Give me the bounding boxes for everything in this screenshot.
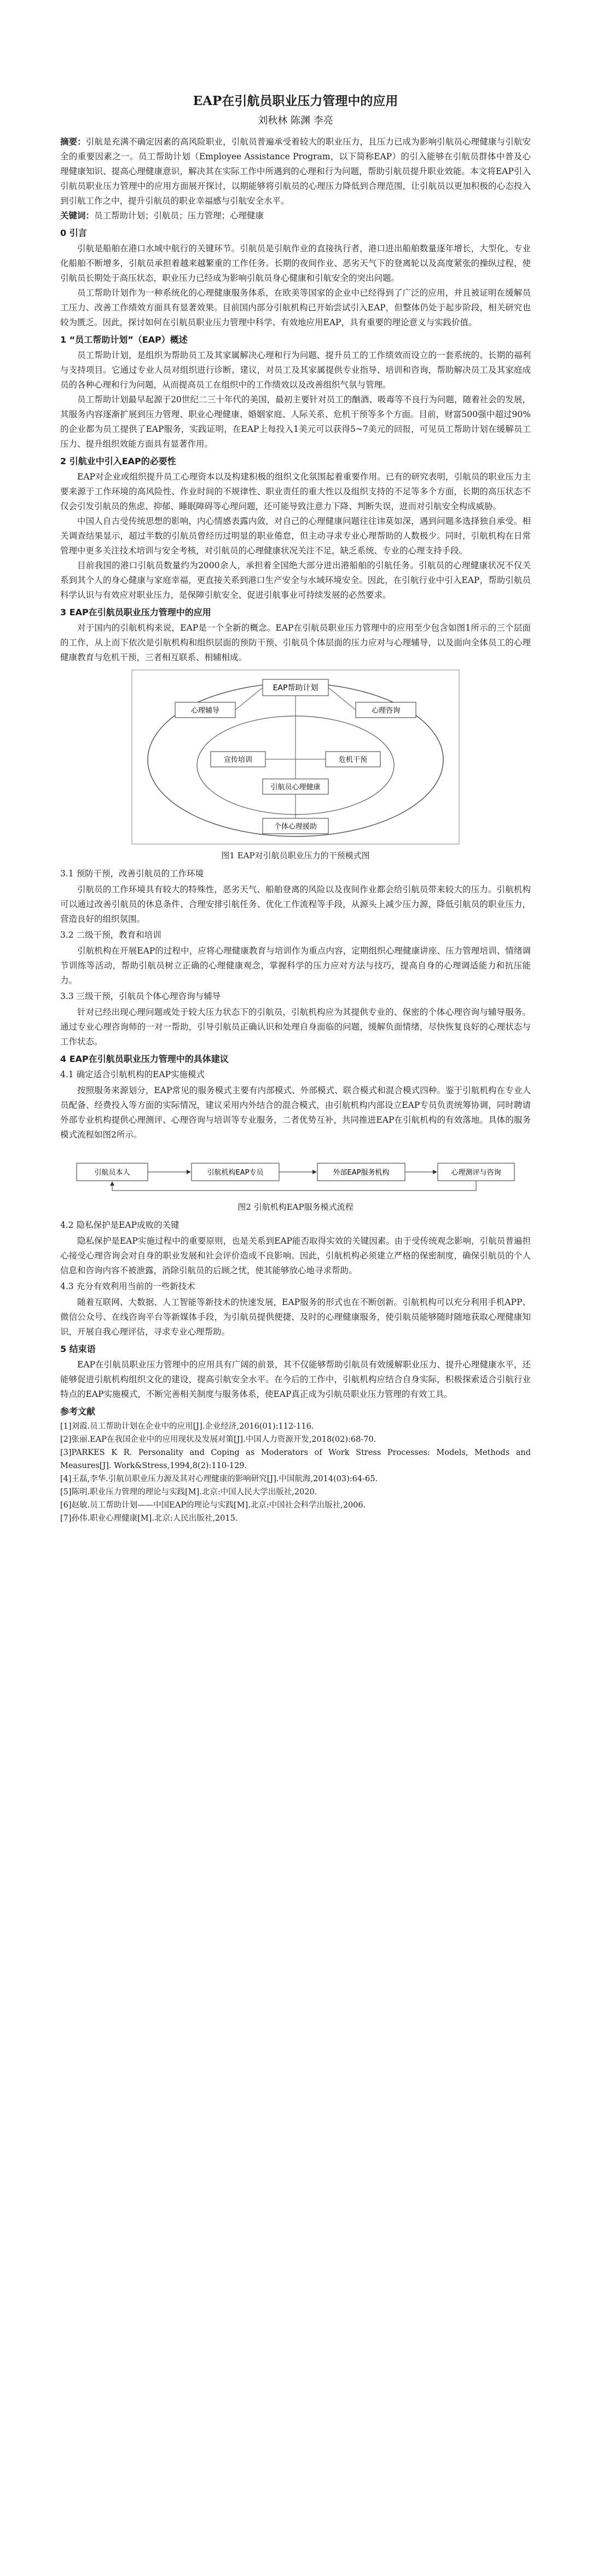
- connector-line: [328, 688, 356, 710]
- flow-feedback-arrow: [112, 1181, 476, 1191]
- paragraph: 引航员的工作环境具有较大的特殊性，恶劣天气、船舶登离的风险以及夜间作业都会给引航员带来较大的压力。引航机构可以通过改善引航员的休息条件、合理安排引航任务、优化工作流程等手段，从源头上减少压力源，降低引航员的职业压力，营造良好的组织氛围。: [60, 885, 531, 924]
- paragraph: EAP在引航员职业压力管理中的应用具有广阔的前景，其不仅能够帮助引航员有效缓解职业压力、提升心理健康水平，还能够促进引航机构组织文化的建设，提高引航安全水平。在今后的工作中，引航机构应结合自身实际，积极探索适合引航行业特点的EAP实施模式，不断完善相关制度与服务体系，使EAP真正成为引航员职业压力管理的有效工具。: [60, 1360, 531, 1399]
- paragraph: 引航机构在开展EAP的过程中，应将心理健康教育与培训作为重点内容，定期组织心理健康讲座、压力管理培训、情绪调节训练等活动，帮助引航员树立正确的心理健康观念，掌握科学的压力应对方法与技巧，提高自身的心理调适能力和抗压能力。: [60, 946, 531, 985]
- figure-2-caption: 图2 引航机构EAP服务模式流程: [237, 1202, 354, 1212]
- counseling-box-label: 心理辅导: [190, 707, 220, 715]
- section-heading: 0 引言: [60, 228, 87, 238]
- paragraph: 中国人自古受传统思想的影响，内心情感表露内敛，对自己的心理健康问题往往讳莫如深，遇到问题多选择独自承受。相关调查结果显示，超过半数的引航员曾经历过明显的职业倦怠，但主动寻求专业心理帮助的人数极少。同时，引航机构在日常管理中更多关注技术培训与安全考核，对引航员的心理健康状况关注不足，缺乏系统、专业的心理支持手段。: [60, 516, 531, 556]
- paragraph: 隐私保护是EAP实施过程中的重要原则，也是关系到EAP能否取得实效的关键因素。由于受传统观念影响，引航员普遍担心接受心理咨询会对自身的职业发展和社会评价造成不良影响。因此，引航机构必须建立严格的保密制度，确保引航员的个人信息和咨询内容不被泄露，消除引航员的后顾之忧，使其能够放心地寻求帮助。: [60, 1236, 531, 1275]
- paragraph: 员工帮助计划最早起源于20世纪二三十年代的美国，最初主要针对员工的酗酒、吸毒等不良行为问题，随着社会的发展，其服务内容逐渐扩展到压力管理、职业心理健康、婚姻家庭、人际关系、危机干预等多个方面。目前，财富500强中超过90%的企业都为员工提供了EAP服务，实践证明，在EAP上每投入1美元可以获得5~7美元的回报，可见员工帮助计划在缓解员工压力、提升组织效能方面具有显著作用。: [60, 395, 531, 449]
- flow-box-label: 外部EAP服务机构: [333, 1169, 390, 1177]
- figure-1-caption: 图1 EAP对引航员职业压力的干预模式图: [221, 851, 370, 860]
- flow-box-label: 引航机构EAP专员: [207, 1169, 264, 1177]
- paper: [60, 93, 531, 1525]
- section-heading: 2 引航业中引入EAP的必要性: [60, 456, 176, 466]
- health-box-label: 引航员心理健康: [270, 783, 321, 792]
- paragraph: 按照服务来源划分，EAP常见的服务模式主要有内部模式、外部模式、联合模式和混合模式四种。鉴于引航机构在专业人员配备、经费投入等方面的实际情况，建议采用内外结合的混合模式，由引航机构内部设立EAP专员负责统筹协调，同时聘请外部专业机构提供心理测评、心理咨询与培训等专业服务，二者优势互补，共同推进EAP在引航机构的有效落地。具体的服务模式流程如图2所示。: [60, 1085, 531, 1140]
- reference-item: [6]赵敏.员工帮助计划——中国EAP的理论与实践[M].北京:中国社会科学出版社,2006.: [60, 1501, 366, 1510]
- section-heading: 1 “员工帮助计划”（EAP）概述: [60, 334, 188, 345]
- eap-intervention-diagram: [131, 669, 460, 845]
- eap-service-flow: [71, 1147, 520, 1196]
- paragraph: EAP对企业或组织提升员工心理资本以及构建积极的组织文化氛围起着重要作用。已有的研究表明，引航员的职业压力主要来源于工作环境的高风险性、作业时间的不规律性、职业责任的重大性以及组织支持的不足等多个方面，长期的高压状态不仅会引发引航员的焦虑、抑郁、睡眠障碍等心理问题，还可能导致注意力下降、判断失误，进而对引航安全构成威胁。: [60, 472, 531, 511]
- references: [60, 1404, 531, 1525]
- keywords: [60, 209, 531, 223]
- reference-item: [4]王磊,李华.引航员职业压力源及其对心理健康的影响研究[J].中国航海,2014(03):64-65.: [60, 1475, 378, 1483]
- paragraph: 员工帮助计划，是组织为帮助员工及其家属解决心理和行为问题、提升员工的工作绩效而设立的一套系统的、长期的福利与支持项目。它通过专业人员对组织进行诊断、建议，对员工及其家属提供专业指导、培训和咨询，帮助解决员工及其家庭成员的各种心理和行为问题，从而提高员工在组织中的工作绩效以及改善组织气氛与管理。: [60, 350, 531, 390]
- paragraph: 员工帮助计划作为一种系统化的心理健康服务体系，在欧美等国家的企业中已经得到了广泛的应用，并且被证明在缓解员工压力、改善工作绩效方面具有显著效果。目前国内部分引航机构已开始尝试引入EAP，但整体仍处于起步阶段，相关研究也较为匮乏。因此，探讨如何在引航员职业压力管理中科学、有效地应用EAP，具有重要的理论意义与实践价值。: [60, 288, 531, 327]
- authors: 刘秋林 陈渊 李亮: [258, 115, 333, 126]
- subsection-heading: 4.3 充分有效利用当前的一些新技术: [60, 1281, 195, 1291]
- reference-item: [5]陈明.职业压力管理的理论与实践[M].北京:中国人民大学出版社,2020.: [60, 1488, 317, 1497]
- subsection-heading: 3.3 三级干预，引航员个体心理咨询与辅导: [60, 991, 221, 1001]
- abstract-text: 引航是充满不确定因素的高风险职业，引航员普遍承受着较大的职业压力，且压力已成为影响引航员心理健康与引航安全的重要因素之一。员工帮助计划（Employee Assistance Program，以下简称EAP）的引入能够在引航员群体中普及心理健康知识、提高心理健康意识，解决其在实际工作中所遇到的心理和行为问题，帮助引航员提升职业效能。本文将EAP引入引航员职业压力管理中的应用方面展开探讨，以期能够将引航员的心理压力降低到合理范围，让引航员以更加积极的心态投入到引航工作之中，提升引航员的职业幸福感与引航安全水平。: [60, 137, 531, 206]
- paragraph: 随着互联网、大数据、人工智能等新技术的快速发展，EAP服务的形式也在不断创新。引航机构可以充分利用手机APP、微信公众号、在线咨询平台等新媒体手段，为引航员提供便捷、及时的心理健康服务，使引航员能够随时随地获取心理健康知识，开展自我心理评估，寻求专业心理帮助。: [60, 1297, 531, 1337]
- flow-box-label: 引航员本人: [94, 1169, 130, 1177]
- section-heading: 4 EAP在引航员职业压力管理中的具体建议: [60, 1054, 229, 1064]
- subsection-heading: 3.2 二级干预，教育和培训: [60, 930, 161, 940]
- paragraph: 引航是船舶在港口水域中航行的关键环节。引航员是引航作业的直接执行者，港口进出船舶数量逐年增长，大型化、专业化船舶不断增多，引航员承担着越来越繁重的工作任务。长期的夜间作业、恶劣天气下的登离轮以及高度紧张的操纵过程，使引航员长期处于高压状态，职业压力已经成为影响引航员身心健康和引航安全的突出问题。: [60, 244, 531, 283]
- subsection-heading: 3.1 预防干预，改善引航员的工作环境: [60, 869, 204, 879]
- section-heading: 5 结束语: [60, 1344, 96, 1354]
- individual-box-label: 个体心理援助: [274, 823, 317, 831]
- reference-item: [7]孙伟.职业心理健康[M].北京:人民出版社,2015.: [60, 1514, 238, 1523]
- eap-box-label: EAP帮助计划: [273, 684, 318, 692]
- flow-box-label: 心理测评与咨询: [451, 1169, 501, 1177]
- keywords-label: 关键词：: [60, 211, 95, 221]
- connector-line: [235, 688, 263, 710]
- figure-1: [60, 669, 531, 862]
- paper-title: EAP在引航员职业压力管理中的应用: [193, 94, 398, 108]
- training-box-label: 宣传培训: [223, 756, 253, 764]
- consult-box-label: 心理咨询: [371, 707, 401, 715]
- keywords-text: 员工帮助计划；引航员；压力管理；心理健康: [94, 211, 264, 221]
- reference-item: [1]刘霞.员工帮助计划在企业中的应用[J].企业经济,2016(01):112-116.: [60, 1422, 314, 1431]
- abstract-label: 摘要：: [60, 137, 86, 147]
- figure-2: [60, 1147, 531, 1214]
- section-heading: 3 EAP在引航员职业压力管理中的应用: [60, 607, 211, 617]
- reference-item: [2]张丽.EAP在我国企业中的应用现状及发展对策[J].中国人力资源开发,2018(02):68-70.: [60, 1435, 376, 1444]
- crisis-box-label: 危机干预: [338, 756, 368, 764]
- references-heading: 参考文献: [60, 1406, 96, 1417]
- abstract: [60, 135, 531, 209]
- paragraph: 针对已经出现心理问题或处于较大压力状态下的引航员，引航机构应为其提供专业的、保密的个体心理咨询与辅导服务。通过专业心理咨询师的一对一帮助，引导引航员正确认识和处理自身面临的问题，缓解负面情绪，尽快恢复良好的心理状态与工作状态。: [60, 1007, 531, 1047]
- subsection-heading: 4.1 确定适合引航机构的EAP实施模式: [60, 1070, 205, 1079]
- reference-item: [3]PARKES K R. Personality and Coping as Moderators of Work Stress Processes: Models, Methods and Measures[J]. Work&Stress,1994,8(2):110-129.: [60, 1448, 531, 1470]
- subsection-heading: 4.2 隐私保护是EAP成败的关键: [60, 1220, 179, 1230]
- paragraph: 目前我国的港口引航员数量约为2000余人，承担着全国绝大部分进出港船舶的引航任务。引航员的心理健康状况不仅关系到其个人的身心健康与家庭幸福，更直接关系到港口生产安全与水域环境安全。因此，在引航行业中引入EAP，帮助引航员科学认识与有效应对职业压力，是保障引航安全、促进引航事业可持续发展的必然要求。: [60, 561, 531, 600]
- paragraph: 对于国内的引航机构来说，EAP是一个全新的概念。EAP在引航员职业压力管理中的应用至少包含如图1所示的三个层面的工作，从上而下依次是引航机构和组织层面的预防干预、引航员个体层面的压力应对与心理辅导，以及面向全体员工的心理健康教育与危机干预，三者相互联系、相辅相成。: [60, 623, 531, 662]
